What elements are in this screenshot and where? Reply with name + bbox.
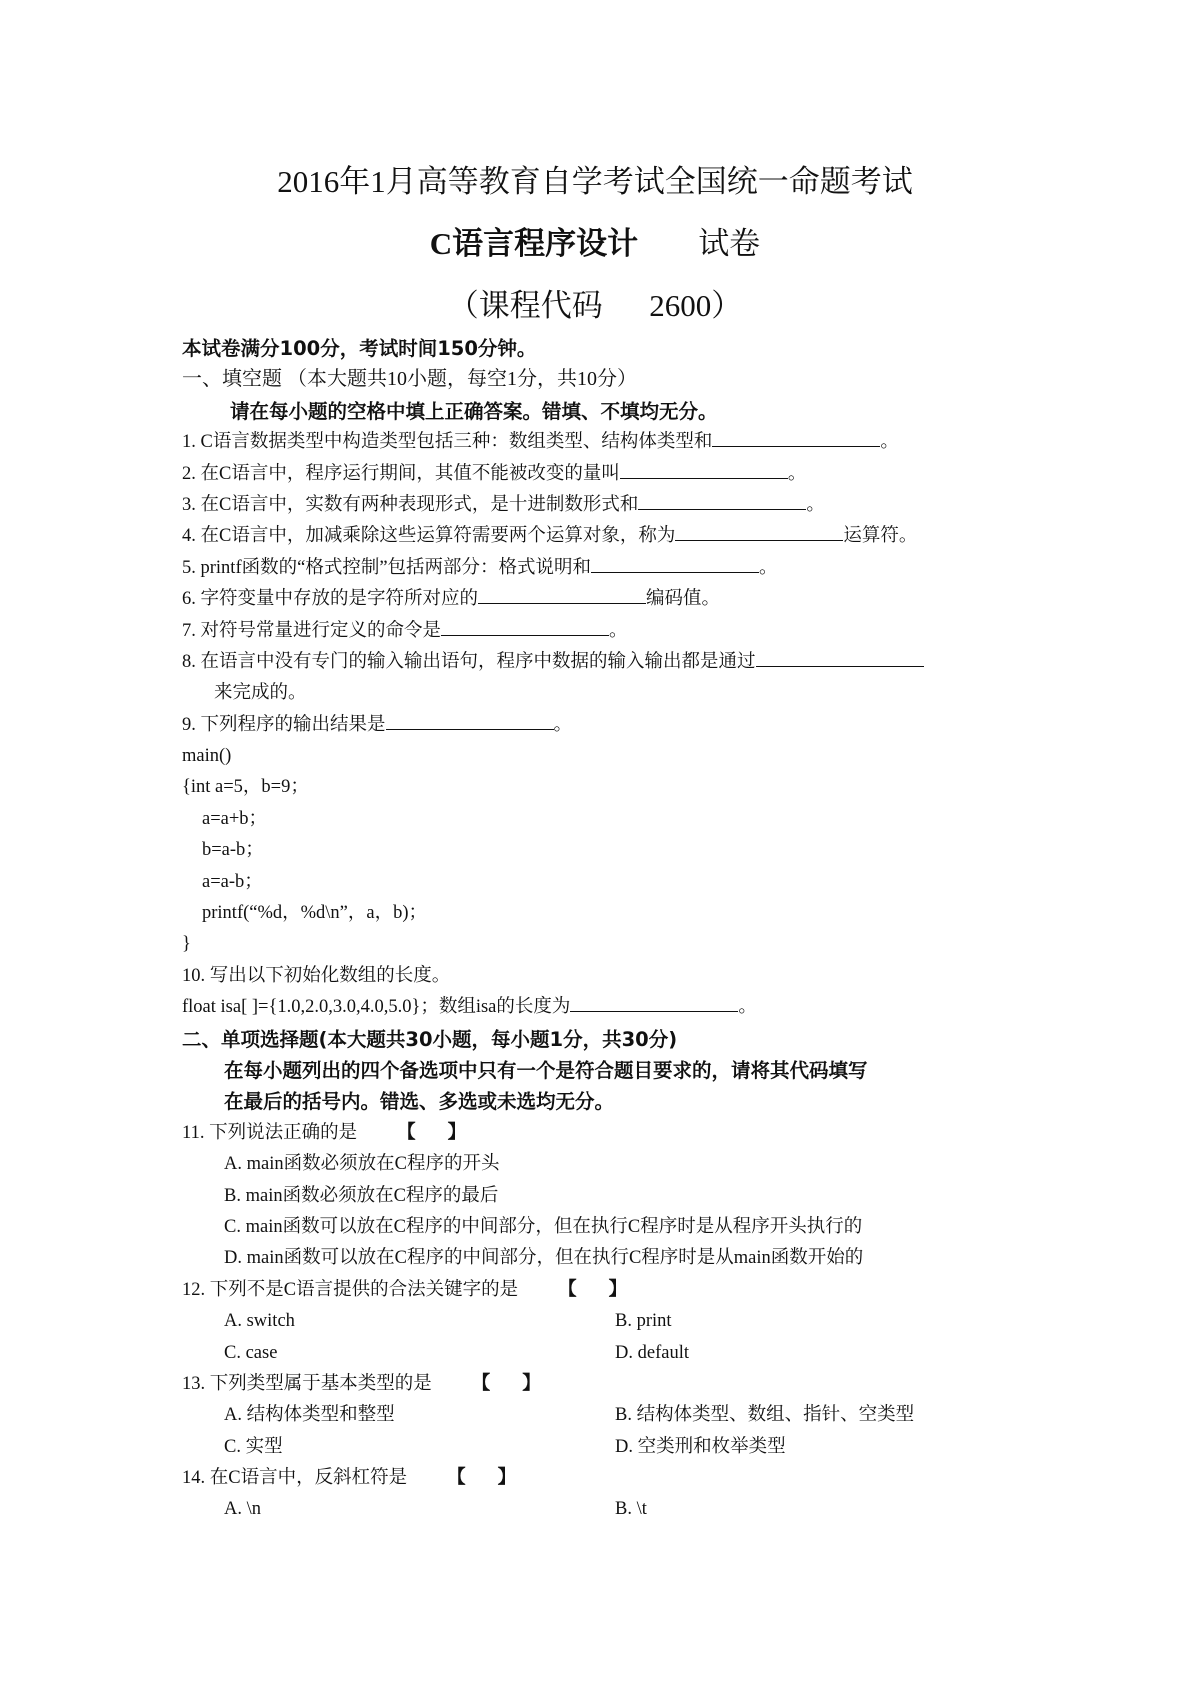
option: B. \t (615, 1499, 647, 1520)
q6-blank (478, 584, 646, 604)
exam-body (182, 333, 1042, 1526)
subject-title (0, 218, 1190, 263)
q10-text: float isa[ ]={1.0,2.0,3.0,4.0,5.0}；数组isa的长度为 (182, 997, 571, 1018)
q8-blank (756, 647, 924, 667)
section1-instruction: 请在每小题的空格中填上正确答案。错填、不填均无分。 (230, 399, 718, 423)
q13-stem: 13. 下列类型属于基本类型的是 (182, 1373, 432, 1394)
option: C. main函数可以放在C程序的中间部分，但在执行C程序时是从程序开头执行的 (224, 1216, 863, 1237)
q1-text: 1. C语言数据类型中构造类型包括三种：数组类型、结构体类型和 (182, 432, 713, 453)
code-line: {int a=5，b=9； (182, 777, 309, 798)
code-line: } (182, 934, 191, 955)
question-1 (182, 427, 1042, 458)
question-5 (182, 553, 1042, 584)
q7-text: 7. 对符号常量进行定义的命令是 (182, 620, 442, 641)
q9-post: 。 (553, 714, 573, 735)
question-3 (182, 490, 1042, 521)
intro: 本试卷满分100分，考试时间150分钟。 (182, 337, 537, 360)
answer-bracket: 【】 (471, 1373, 573, 1394)
option-row (182, 1494, 1042, 1525)
section1-heading: 一、填空题 （本大题共10小题，每空1分，共10分） (182, 368, 637, 391)
question-13 (182, 1369, 1042, 1400)
q2-text: 2. 在C语言中，程序运行期间，其值不能被改变的量叫 (182, 463, 620, 484)
q6-post: 编码值。 (646, 589, 721, 610)
question-14 (182, 1463, 1042, 1494)
q2-blank (620, 459, 788, 479)
option-row (182, 1306, 1042, 1337)
code-line: main() (182, 746, 232, 767)
q1-blank (712, 427, 880, 447)
option: C. case (224, 1342, 278, 1363)
q4-blank (675, 521, 843, 541)
question-2 (182, 459, 1042, 490)
question-7 (182, 616, 1042, 647)
option-row (182, 1432, 1042, 1463)
q3-post: 。 (806, 494, 825, 515)
answer-bracket: 【】 (558, 1279, 660, 1300)
q5-blank (591, 553, 759, 573)
section2-instruction: 在每小题列出的四个备选项中只有一个是符合题目要求的，请将其代码填写 (224, 1058, 868, 1082)
option: D. 空类刑和枚举类型 (615, 1436, 786, 1457)
q9-blank (386, 710, 554, 730)
option: B. 结构体类型、数组、指针、空类型 (615, 1405, 915, 1426)
q7-blank (441, 616, 609, 636)
option: B. print (615, 1311, 672, 1332)
option: A. main函数必须放在C程序的开头 (224, 1154, 500, 1175)
q2-post: 。 (787, 463, 807, 484)
question-10: 10. 写出以下初始化数组的长度。 (182, 965, 451, 986)
question-8 (182, 647, 1042, 678)
q4-text: 4. 在C语言中，加减乘除这些运算符需要两个运算对象，称为 (182, 526, 676, 547)
q5-text: 5. printf函数的“格式控制”包括两部分：格式说明和 (182, 557, 592, 578)
q10-array (182, 992, 1042, 1023)
option: C. 实型 (224, 1436, 283, 1457)
code-line: a=a+b； (202, 808, 268, 829)
section2-heading: 二、单项选择题(本大题共30小题，每小题1分，共30分) (182, 1027, 678, 1051)
q9-text: 9. 下列程序的输出结果是 (182, 714, 386, 735)
option: D. default (615, 1342, 689, 1363)
answer-bracket: 【】 (397, 1122, 499, 1143)
q8-continuation: 来完成的。 (214, 683, 307, 704)
exam-title: 2016年1月高等教育自学考试全国统一命题考试 (277, 164, 913, 199)
option: D. main函数可以放在C程序的中间部分，但在执行C程序时是从main函数开始的 (224, 1248, 864, 1269)
question-11 (182, 1118, 1042, 1149)
q6-text: 6. 字符变量中存放的是字符所对应的 (182, 589, 479, 610)
code-line: b=a-b； (202, 840, 264, 861)
q12-stem: 12. 下列不是C语言提供的合法关键字的是 (182, 1279, 519, 1300)
q8-text: 8. 在语言中没有专门的输入输出语句，程序中数据的输入输出都是通过 (182, 651, 756, 672)
q3-blank (638, 490, 806, 510)
section2-instruction: 在最后的括号内。错选、多选或未选均无分。 (224, 1090, 615, 1114)
question-12 (182, 1275, 1042, 1306)
q5-post: 。 (759, 557, 778, 578)
question-9 (182, 710, 1042, 741)
q14-stem: 14. 在C语言中，反斜杠符是 (182, 1468, 408, 1489)
code-line: a=a-b； (202, 871, 263, 892)
q10-blank (570, 992, 738, 1012)
course-code: （课程代码 2600） (447, 288, 743, 323)
option: A. \n (224, 1499, 261, 1520)
option: A. 结构体类型和整型 (224, 1405, 395, 1426)
paper-label: 试卷 (698, 226, 761, 261)
subject-name: C语言程序设计 (429, 226, 639, 261)
q4-post: 运算符。 (843, 526, 918, 547)
q11-stem: 11. 下列说法正确的是 (182, 1122, 358, 1143)
q7-post: 。 (609, 620, 628, 641)
code-line: printf(“%d，%d\n”，a，b)； (202, 903, 428, 924)
option: A. switch (224, 1311, 295, 1332)
question-4 (182, 521, 1042, 552)
option-row (182, 1338, 1042, 1369)
q1-post: 。 (880, 432, 899, 453)
q10-post: 。 (738, 997, 757, 1018)
answer-bracket: 【】 (447, 1468, 549, 1489)
question-6 (182, 584, 1042, 615)
q3-text: 3. 在C语言中，实数有两种表现形式，是十进制数形式和 (182, 494, 639, 515)
option-row (182, 1400, 1042, 1431)
option: B. main函数必须放在C程序的最后 (224, 1185, 499, 1206)
